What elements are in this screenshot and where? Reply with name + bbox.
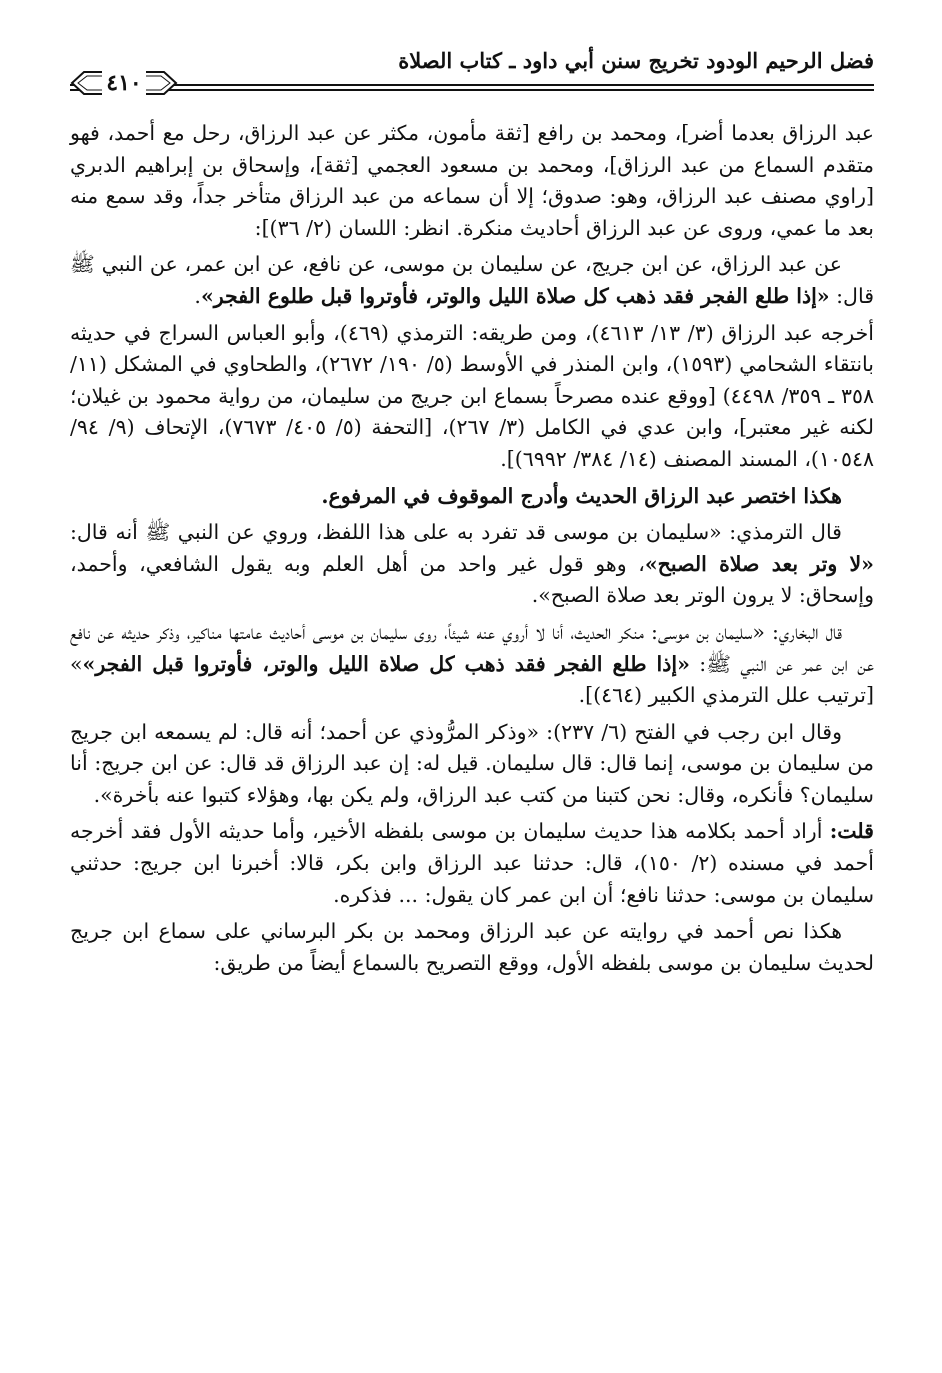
paragraph-9: هكذا نص أحمد في روايته عن عبد الرزاق ومحمد بن بكر البرساني على سماع ابن جريج لحديث سليمان بن موسى بلفظه الأول، ووقع التصريح بالسماع أيضاً من طريق:: [70, 919, 874, 975]
paragraph-6: [70, 617, 874, 712]
paragraph-5-bold: «لا وتر بعد صلاة الصبح»: [644, 551, 874, 576]
paragraph-8: [70, 816, 874, 911]
paragraph-1: عبد الرزاق بعدما أضر]، ومحمد بن رافع [ثقة مأمون، مكثر عن عبد الرزاق، رحل مع أحمد، فهو متقدم السماع من عبد الرزاق]، ومحمد بن مسعود العجمي [ثقة]، وإسحاق بن إبراهيم الدبري [راوي مصنف عبد الرزاق، وهو: صدوق؛ إلا أن سماعه من عبد الرزاق متأخر جداً، وقد سمع منه بعد ما عمي، وروى عن عبد الرزاق أحاديث منكرة. انظر: اللسان (٢/ ٣٦)]:: [70, 121, 874, 240]
paragraph-6-a: قال البخاري: «سليمان بن موسى: منكر الحديث، أنا لا أروي عنه شيئاً، روى سليمان بن موسى أحاديث عامتها مناكير، وذكر حديثه عن نافع عن ابن عمر عن النبي ﷺ:: [70, 619, 874, 676]
paragraph-7: وقال ابن رجب في الفتح (٦/ ٢٣٧): «وذكر المرُّوذي عن أحمد؛ أنه قال: لم يسمعه ابن جريج من سليمان بن موسى، إنما قال: قال سليمان. قيل له: إن عبد الرزاق قد قال: عن ابن جريج: أنا سليمان؟ فأنكره، وقال: نحن كتبنا من كتب عبد الرزاق، ولم يكن بها، وهؤلاء كتبوا عنه بأخرة».: [70, 719, 874, 807]
paragraph-8-label: قلت:: [829, 819, 874, 844]
header-rule-bottom: [70, 89, 874, 91]
paragraph-2-intro: عن عبد الرزاق، عن ابن جريج، عن سليمان بن موسى، عن نافع، عن ابن عمر، عن النبي ﷺ قال:: [70, 252, 874, 308]
paragraph-6-bold: «إذا طلع الفجر فقد ذهب كل صلاة الليل والوتر، فأوتروا قبل الفجر»: [82, 651, 690, 676]
paragraph-5-a: قال الترمذي: «سليمان بن موسى قد تفرد به على هذا اللفظ، وروي عن النبي ﷺ أنه قال:: [70, 520, 842, 545]
paragraph-2: [70, 249, 874, 312]
paragraph-8-text: أراد أحمد بكلامه هذا حديث سليمان بن موسى بلفظه الأخير، وأما حديثه الأول فقد أخرجه أحمد في مسنده (٢/ ١٥٠)، قال: حدثنا عبد الرزاق وابن بكر، قالا: أخبرنا ابن جريج: حدثني سليمان بن موسى: حدثنا نافع؛ أن ابن عمر كان يقول: ... فذكره.: [70, 819, 874, 907]
paragraph-3: أخرجه عبد الرزاق (٣/ ١٣/ ٤٦١٣)، ومن طريقه: الترمذي (٤٦٩)، وأبو العباس السراج في حديثه بانتقاء الشحامي (١٥٩٣)، وابن المنذر في الأوسط (٥/ ١٩٠/ ٢٦٧٢)، والطحاوي في المشكل (١١/ ٣٥٨ ـ ٣٥٩/ ٤٤٩٨) [ووقع عنده مصرحاً بسماع ابن جريج من سليمان، من رواية محمود بن غيلان؛ لكنه غير معتبر]، وابن عدي في الكامل (٣/ ٢٦٧)، [التحفة (٥/ ٤٠٥/ ٧٦٧٣)، الإتحاف (٩/ ٩٤/ ١٠٥٤٨)، المسند المصنف (١٤/ ٣٨٤/ ٦٩٩٢)].: [70, 320, 874, 471]
page-body: [70, 118, 874, 984]
page-number-badge: [70, 66, 178, 100]
page-number: ٤١٠: [102, 70, 145, 96]
header-rule-top: [70, 84, 874, 86]
running-title: فضل الرحيم الودود تخريج سنن أبي داود ـ كتاب الصلاة: [398, 48, 874, 73]
paragraph-5-b: ، وهو قول غير واحد من أهل العلم وبه يقول الشافعي، وأحمد، وإسحاق: لا يرون الوتر بعد صلاة الصبح».: [70, 551, 874, 608]
paragraph-4-text: هكذا اختصر عبد الرزاق الحديث وأدرج الموقوف في المرفوع.: [321, 483, 842, 508]
hadith-text: «إذا طلع الفجر فقد ذهب كل صلاة الليل والوتر، فأوتروا قبل طلوع الفجر»: [200, 283, 830, 308]
paragraph-2-end: .: [194, 283, 201, 308]
paragraph-5: [70, 517, 874, 612]
paragraph-6-b: » [ترتيب علل الترمذي الكبير (٤٦٤)].: [70, 651, 874, 708]
page-header: [70, 38, 874, 98]
paragraph-4: [70, 481, 874, 513]
